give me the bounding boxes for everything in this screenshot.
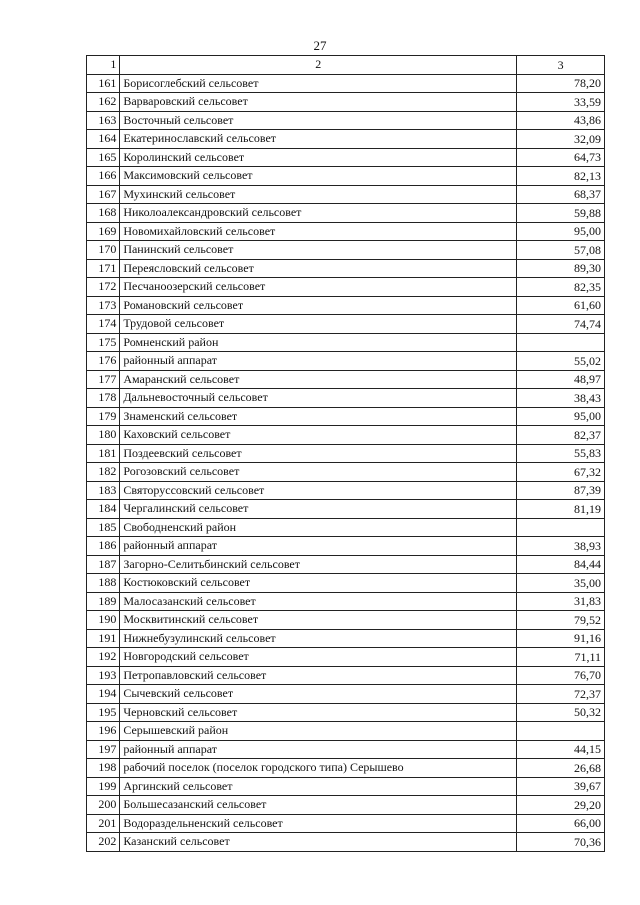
header-col-3: 3 [517,56,605,75]
header-col-1: 1 [87,56,120,75]
table-body [87,74,605,851]
row-name: Серышевский район [120,722,517,741]
row-value: 26,68 [517,759,605,778]
row-name: районный аппарат [120,352,517,371]
row-value: 59,88 [517,204,605,223]
table-row [87,574,605,593]
row-name: Переясловский сельсовет [120,259,517,278]
row-name: Нижнебузулинский сельсовет [120,629,517,648]
row-name: Ромненский район [120,333,517,352]
row-value: 35,00 [517,574,605,593]
row-value: 39,67 [517,777,605,796]
table-row [87,463,605,482]
row-value: 76,70 [517,666,605,685]
row-value [517,722,605,741]
table-row [87,703,605,722]
row-number: 170 [87,241,120,260]
row-value: 70,36 [517,833,605,852]
row-number: 162 [87,93,120,112]
row-value: 95,00 [517,222,605,241]
row-value: 67,32 [517,463,605,482]
row-name: Святоруссовский сельсовет [120,481,517,500]
row-number: 191 [87,629,120,648]
row-name: Песчаноозерский сельсовет [120,278,517,297]
row-number: 187 [87,555,120,574]
data-table [86,55,605,852]
row-number: 177 [87,370,120,389]
row-number: 202 [87,833,120,852]
row-name: Трудовой сельсовет [120,315,517,334]
row-value: 44,15 [517,740,605,759]
row-name: Амаранский сельсовет [120,370,517,389]
row-name: Мухинский сельсовет [120,185,517,204]
row-name: Костюковский сельсовет [120,574,517,593]
row-value: 74,74 [517,315,605,334]
table-row [87,204,605,223]
row-number: 189 [87,592,120,611]
table-row [87,759,605,778]
table-row [87,167,605,186]
row-value: 82,37 [517,426,605,445]
row-name: Николоалександровский сельсовет [120,204,517,223]
row-name: Варваровский сельсовет [120,93,517,112]
row-name: Знаменский сельсовет [120,407,517,426]
row-name: рабочий поселок (поселок городского типа) Серышево [120,759,517,778]
district-heading-row [87,518,605,537]
table-row [87,315,605,334]
row-number: 183 [87,481,120,500]
table-row [87,740,605,759]
row-value: 68,37 [517,185,605,204]
table-row [87,93,605,112]
row-value: 79,52 [517,611,605,630]
table-row [87,796,605,815]
row-value: 71,11 [517,648,605,667]
row-number: 198 [87,759,120,778]
header-row [87,56,605,75]
row-name: Малосазанский сельсовет [120,592,517,611]
table-row [87,259,605,278]
row-name: Аргинский сельсовет [120,777,517,796]
row-number: 179 [87,407,120,426]
row-name: Москвитинский сельсовет [120,611,517,630]
row-name: Панинский сельсовет [120,241,517,260]
table-row [87,241,605,260]
table-row [87,537,605,556]
row-name: Петропавловский сельсовет [120,666,517,685]
table-row [87,74,605,93]
table-row [87,148,605,167]
district-heading-row [87,333,605,352]
table-row [87,370,605,389]
row-name: Водораздельненский сельсовет [120,814,517,833]
row-value: 55,83 [517,444,605,463]
row-value: 48,97 [517,370,605,389]
row-name: Черновский сельсовет [120,703,517,722]
row-number: 185 [87,518,120,537]
row-name: Королинский сельсовет [120,148,517,167]
row-name: Свободненский район [120,518,517,537]
row-value: 55,02 [517,352,605,371]
table-row [87,611,605,630]
row-value: 84,44 [517,555,605,574]
row-name: Борисоглебский сельсовет [120,74,517,93]
row-name: Сычевский сельсовет [120,685,517,704]
row-number: 168 [87,204,120,223]
table-row [87,296,605,315]
table-row [87,592,605,611]
table-row [87,352,605,371]
row-number: 174 [87,315,120,334]
table-row [87,833,605,852]
row-number: 171 [87,259,120,278]
table-row [87,389,605,408]
row-name: Романовский сельсовет [120,296,517,315]
row-name: Новгородский сельсовет [120,648,517,667]
row-name: Восточный сельсовет [120,111,517,130]
row-name: районный аппарат [120,537,517,556]
row-number: 173 [87,296,120,315]
row-number: 164 [87,130,120,149]
row-value: 82,35 [517,278,605,297]
row-value: 50,32 [517,703,605,722]
table-row [87,648,605,667]
row-number: 197 [87,740,120,759]
row-name: Дальневосточный сельсовет [120,389,517,408]
row-name: Загорно-Селитьбинский сельсовет [120,555,517,574]
row-number: 194 [87,685,120,704]
table-row [87,685,605,704]
row-number: 201 [87,814,120,833]
table-row [87,629,605,648]
row-number: 165 [87,148,120,167]
table-row [87,666,605,685]
row-value: 33,59 [517,93,605,112]
row-name: Новомихайловский сельсовет [120,222,517,241]
row-number: 181 [87,444,120,463]
row-value: 57,08 [517,241,605,260]
table-row [87,555,605,574]
row-name: Рогозовский сельсовет [120,463,517,482]
row-value [517,333,605,352]
table-row [87,407,605,426]
row-value: 81,19 [517,500,605,519]
row-value: 38,43 [517,389,605,408]
row-name: Казанский сельсовет [120,833,517,852]
row-value: 87,39 [517,481,605,500]
row-value: 31,83 [517,592,605,611]
row-name: Большесазанский сельсовет [120,796,517,815]
row-value: 82,13 [517,167,605,186]
row-number: 199 [87,777,120,796]
row-value: 61,60 [517,296,605,315]
row-name: Максимовский сельсовет [120,167,517,186]
table-row [87,278,605,297]
row-number: 188 [87,574,120,593]
header-col-2: 2 [120,56,517,75]
row-number: 176 [87,352,120,371]
table-row [87,481,605,500]
row-value: 38,93 [517,537,605,556]
row-number: 196 [87,722,120,741]
row-number: 169 [87,222,120,241]
table-row [87,814,605,833]
row-name: районный аппарат [120,740,517,759]
table-row [87,426,605,445]
row-value [517,518,605,537]
row-value: 91,16 [517,629,605,648]
page-number: 27 [313,38,327,53]
table-row [87,111,605,130]
row-number: 161 [87,74,120,93]
row-number: 166 [87,167,120,186]
row-number: 172 [87,278,120,297]
row-value: 66,00 [517,814,605,833]
table-row [87,130,605,149]
row-number: 193 [87,666,120,685]
row-number: 186 [87,537,120,556]
row-value: 72,37 [517,685,605,704]
table-row [87,222,605,241]
row-name: Чергалинский сельсовет [120,500,517,519]
row-number: 180 [87,426,120,445]
row-value: 29,20 [517,796,605,815]
row-number: 195 [87,703,120,722]
table-header [87,56,605,75]
table-row [87,185,605,204]
row-value: 64,73 [517,148,605,167]
row-number: 200 [87,796,120,815]
row-number: 184 [87,500,120,519]
row-value: 95,00 [517,407,605,426]
row-number: 163 [87,111,120,130]
district-heading-row [87,722,605,741]
row-number: 192 [87,648,120,667]
row-value: 78,20 [517,74,605,93]
row-value: 32,09 [517,130,605,149]
table-row [87,444,605,463]
row-number: 178 [87,389,120,408]
row-name: Поздеевский сельсовет [120,444,517,463]
row-number: 175 [87,333,120,352]
row-number: 190 [87,611,120,630]
row-value: 43,86 [517,111,605,130]
table-row [87,500,605,519]
row-name: Каховский сельсовет [120,426,517,445]
table-row [87,777,605,796]
row-name: Екатеринославский сельсовет [120,130,517,149]
row-number: 182 [87,463,120,482]
row-number: 167 [87,185,120,204]
row-value: 89,30 [517,259,605,278]
